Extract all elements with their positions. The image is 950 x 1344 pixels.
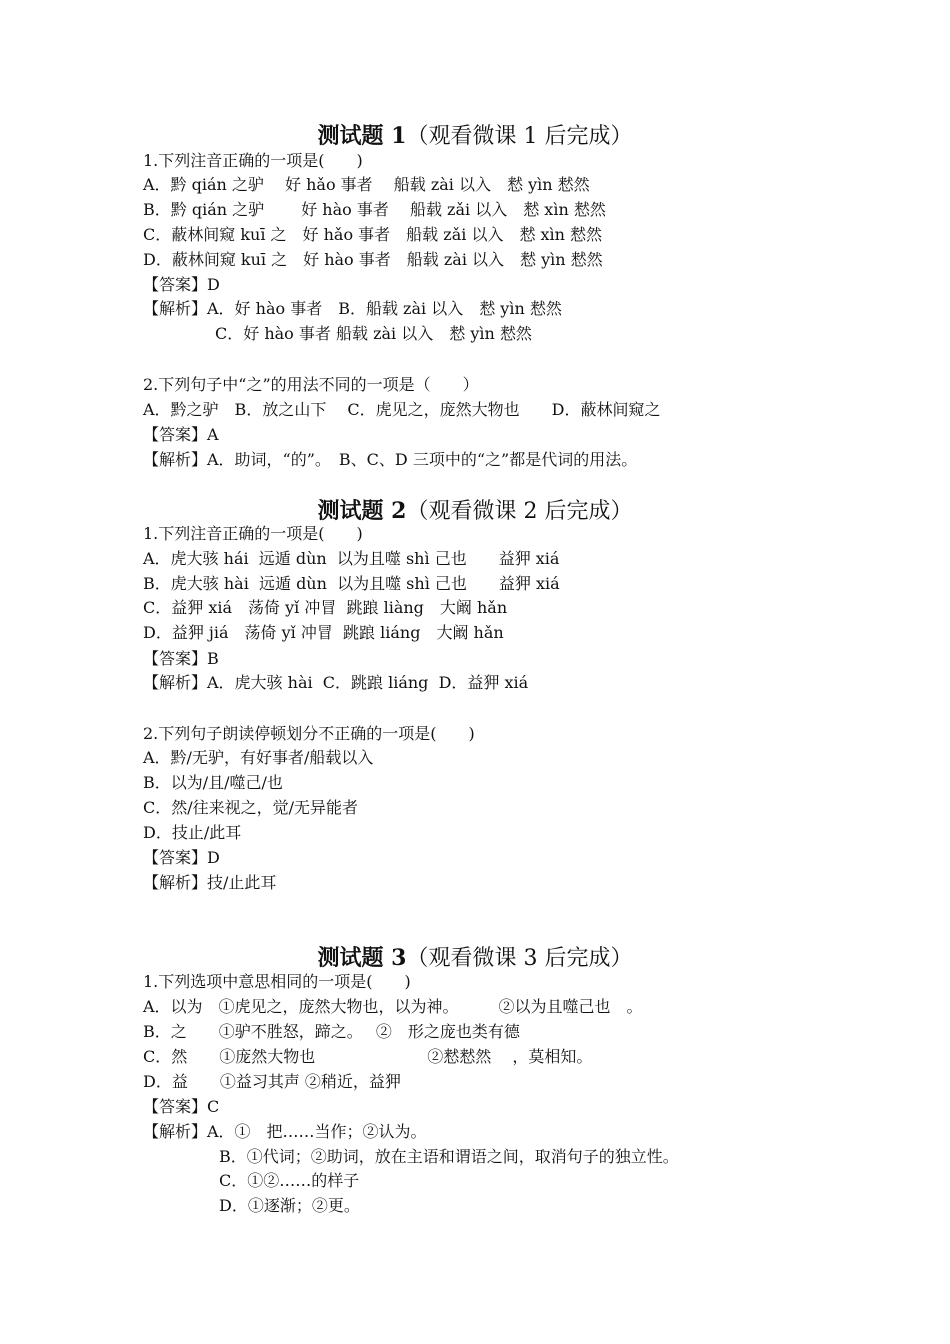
s2-q1-option-d: D．益狎 jiá 荡倚 yǐ 冲冒 跳踉 liáng 大阚 hǎn [143,623,504,642]
s2-q1-option-c: C．益狎 xiá 荡倚 yǐ 冲冒 跳踉 liàng 大阚 hǎn [143,598,508,617]
s2-q1-answer: 【答案】B [143,649,219,668]
s1-q1-option-b: B．黔 qián 之驴 好 hào 事者 船载 zǎi 以入 慭 xìn 慭然 [143,200,606,219]
s1-q1-option-d: D．蔽林间窥 kuī 之 好 hào 事者 船载 zài 以入 慭 yìn 慭然 [143,250,603,269]
s2-q2-option-d: D．技止/此耳 [143,823,242,842]
section-1-title-number: 测试题 1 [317,123,407,149]
s2-q2-answer: 【答案】D [143,848,220,867]
section-2-title [0,497,950,526]
s1-q2-answer: 【答案】A [143,425,219,444]
s3-q1-option-c: C．然 ①庞然大物也 ②慭慭然 ，莫相知。 [143,1047,593,1066]
s3-q1-analysis-d: D．①逐渐；②更。 [219,1196,360,1215]
s1-q1-answer: 【答案】D [143,275,220,294]
s1-q1-analysis: 【解析】A．好 hào 事者 B．船载 zài 以入 慭 yìn 慭然 [143,299,562,318]
section-1-title [0,122,950,151]
s2-q1-option-b: B．虎大骇 hài 远遁 dùn 以为且噬 shì 己也 益狎 xiá [143,574,560,593]
section-3-title-note: （观看微课 3 后完成） [406,946,633,971]
s2-q2-option-a: A．黔/无驴，有好事者/船载以入 [143,748,374,767]
s1-q1-analysis-cont: C．好 hào 事者 船载 zài 以入 慭 yìn 慭然 [215,324,532,343]
section-2-title-number: 测试题 2 [317,498,407,524]
s3-q1-option-a: A．以为 ①虎见之，庞然大物也，以为神。 ②以为且噬己也 。 [143,997,643,1016]
s1-q1-stem: 1.下列注音正确的一项是( ) [143,151,363,170]
section-3-title [0,944,950,973]
s1-q2-stem: 2.下列句子中“之”的用法不同的一项是（ ） [143,375,479,394]
s3-q1-stem: 1.下列选项中意思相同的一项是( ) [143,972,411,991]
s2-q1-analysis: 【解析】A．虎大骇 hài C．跳踉 liáng D．益狎 xiá [143,673,529,692]
s2-q1-stem: 1.下列注音正确的一项是( ) [143,524,363,543]
s1-q2-analysis: 【解析】A．助词，“的”。 B、C、D 三项中的“之”都是代词的用法。 [143,450,638,469]
section-1-title-note: （观看微课 1 后完成） [406,124,633,149]
s2-q2-analysis: 【解析】技/止此耳 [143,873,277,892]
s3-q1-option-d: D．益 ①益习其声 ②稍近，益狎 [143,1072,401,1091]
s1-q1-option-a: A．黔 qián 之驴 好 hǎo 事者 船载 zài 以入 慭 yìn 慭然 [143,175,590,194]
s2-q1-option-a: A．虎大骇 hái 远遁 dùn 以为且噬 shì 己也 益狎 xiá [143,549,560,568]
s1-q1-option-c: C．蔽林间窥 kuī 之 好 hǎo 事者 船载 zǎi 以入 慭 xìn 慭然 [143,225,603,244]
s1-q2-options: A．黔之驴 B．放之山下 C．虎见之，庞然大物也 D．蔽林间窥之 [143,400,661,419]
s3-q1-analysis-b: B．①代词；②助词，放在主语和谓语之间，取消句子的独立性。 [219,1147,679,1166]
s2-q2-stem: 2.下列句子朗读停顿划分不正确的一项是( ) [143,724,475,743]
section-3-title-number: 测试题 3 [317,945,407,971]
s3-q1-answer: 【答案】C [143,1097,220,1116]
s3-q1-analysis: 【解析】A．① 把……当作；②认为。 [143,1122,427,1141]
s3-q1-analysis-c: C．①②……的样子 [219,1171,360,1190]
s2-q2-option-c: C．然/往来视之，觉/无异能者 [143,798,359,817]
s2-q2-option-b: B．以为/且/噬己/也 [143,773,283,792]
section-2-title-note: （观看微课 2 后完成） [406,499,633,524]
s3-q1-option-b: B．之 ①驴不胜怒，蹄之。 ② 形之庞也类有德 [143,1022,520,1041]
